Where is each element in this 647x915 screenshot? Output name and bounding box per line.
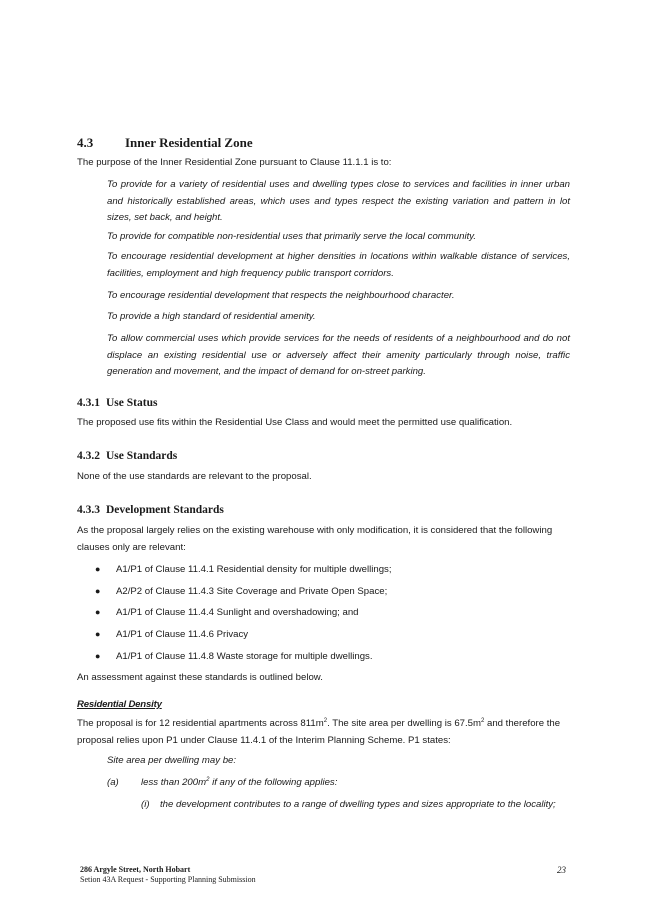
purpose-item: To provide for a variety of residential uses and dwelling types close to services and facilities in inner urban and historically established areas, which uses and types respect the existing variation and pattern in lot sizes, set back, and height.: [107, 179, 570, 223]
bullet-icon: ●: [95, 586, 101, 596]
bullet-icon: ●: [95, 564, 101, 574]
dev-standards-outro: An assessment against these standards is outlined below.: [77, 672, 323, 683]
dev-standards-number: 4.3.3: [77, 504, 100, 516]
footer-address: 286 Argyle Street, North Hobart: [80, 865, 191, 874]
use-status-text: The proposed use fits within the Residential Use Class and would meet the permitted use qualification.: [77, 417, 513, 428]
bullet-item: ● A1/P1 of Clause 11.4.1 Residential density for multiple dwellings;: [95, 564, 392, 575]
footer: [80, 865, 256, 885]
purpose-item: To allow commercial uses which provide services for the needs of residents of a neighbourhood and do not displace an existing residential use or adversely affect their amenity particularly through noise, traffic generation and movement, and the impact of demand for on-street parking.: [107, 333, 570, 377]
quote-intro: Site area per dwelling may be:: [107, 755, 237, 766]
bullet-item: ● A1/P1 of Clause 11.4.8 Waste storage for multiple dwellings.: [95, 651, 373, 662]
use-standards-title: Use Standards: [106, 450, 178, 462]
clause-item-a: (a) less than $200m^2$ if any of the following applies:: [107, 776, 338, 788]
use-status-number: 4.3.1: [77, 397, 100, 409]
purpose-item: To provide a high standard of residential amenity.: [107, 311, 316, 322]
bullet-item: ● A1/P1 of Clause 11.4.6 Privacy: [95, 629, 249, 640]
section-number: 4.3: [77, 135, 94, 150]
bullet-icon: ●: [95, 607, 101, 617]
page-number: 23: [557, 865, 566, 875]
footer-subtitle: Setion 43A Request - Supporting Planning Submission: [80, 875, 256, 884]
purpose-item: To encourage residential development that respects the neighbourhood character.: [107, 290, 455, 301]
bullet-icon: ●: [95, 629, 101, 639]
section-title: Inner Residential Zone: [125, 135, 253, 150]
use-status-heading: [77, 397, 157, 409]
use-status-title: Use Status: [106, 397, 158, 409]
dev-standards-heading: [77, 504, 224, 516]
use-standards-text: None of the use standards are relevant to the proposal.: [77, 471, 312, 482]
bullet-item: ● A1/P1 of Clause 11.4.4 Sunlight and overshadowing; and: [95, 607, 359, 618]
bullet-item: ● A2/P2 of Clause 11.4.3 Site Coverage and Private Open Space;: [95, 586, 388, 597]
purpose-item: To encourage residential development at higher densities in locations within walkable distance of services, facilities, employment and high frequency public transport corridors.: [107, 251, 570, 279]
use-standards-heading: [77, 450, 177, 462]
residential-density-paragraph: The proposal is for 12 residential apartments across $811m^2$. The site area per dwelling is $67.5m^2$ and therefore the proposal relies upon P1 under Clause 11.4.1 of the Interim Planning Scheme. P1 states:: [77, 717, 561, 746]
use-standards-number: 4.3.2: [77, 450, 100, 462]
dev-standards-intro: As the proposal largely relies on the existing warehouse with only modification, it is considered that the following clauses only are relevant:: [77, 525, 553, 553]
intro-paragraph: The purpose of the Inner Residential Zone pursuant to Clause 11.1.1 is to:: [77, 157, 392, 168]
dev-standards-title: Development Standards: [106, 504, 224, 516]
purpose-item: To provide for compatible non-residential uses that primarily serve the local community.: [107, 231, 476, 242]
bullet-icon: ●: [95, 651, 101, 661]
clause-item-i: (i) the development contributes to a range of dwelling types and sizes appropriate to the locality;: [141, 799, 556, 810]
section-heading: [77, 135, 253, 151]
residential-density-heading: Residential Density: [77, 699, 162, 710]
